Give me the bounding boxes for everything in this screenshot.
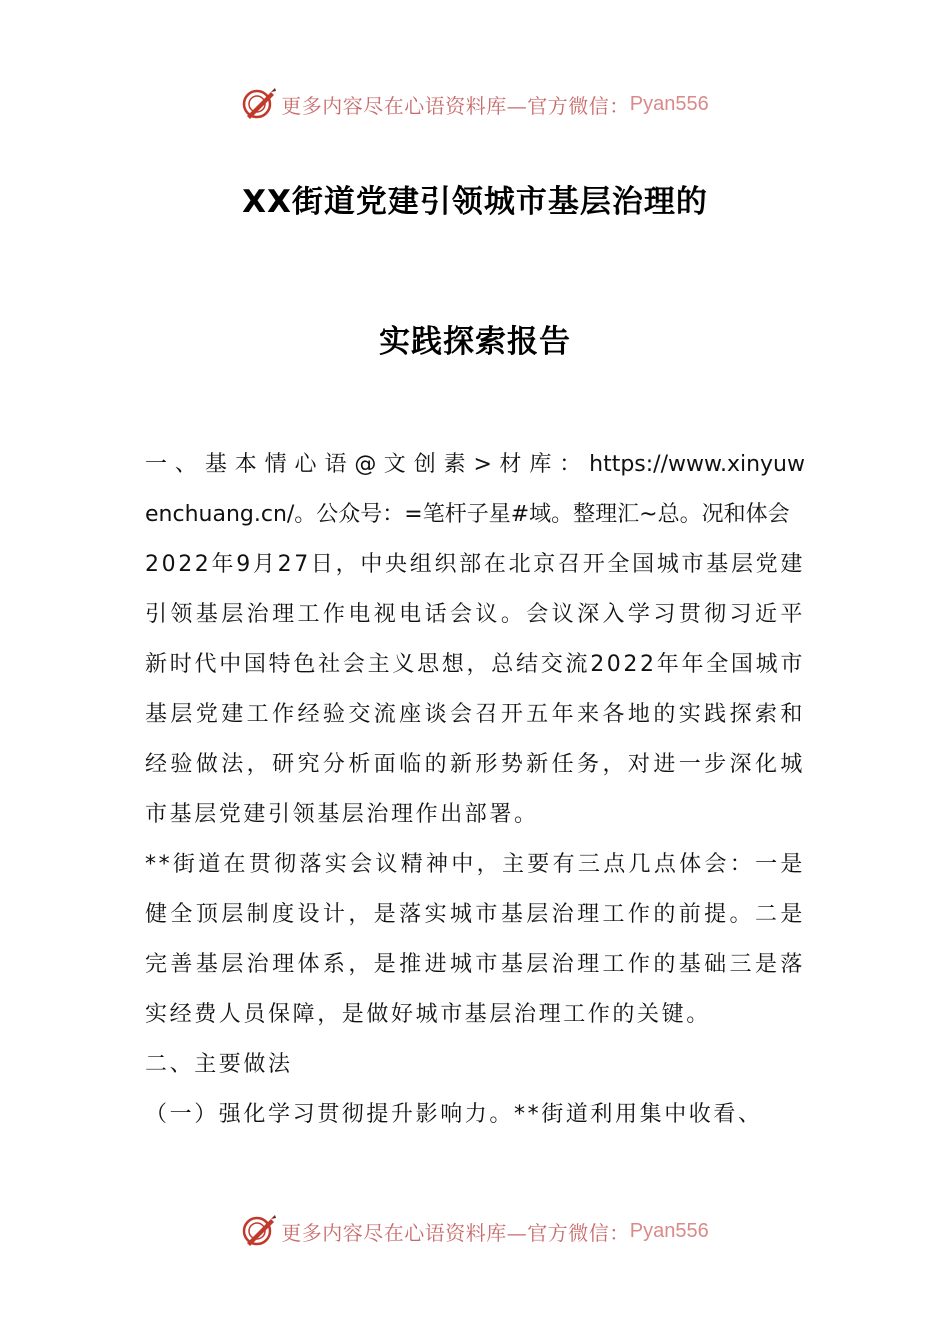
document-title-line2: 实践探索报告 [379,324,571,360]
paragraph-meeting: 2022年9月27日，中央组织部在北京召开全国城市基层党建引领基层治理工作电视电话会议。会议深入学习贯彻习近平新时代中国特色社会主义思想，总结交流2022年年全国城市基层党建工作经验交流座谈会召开五年来各地的实践探索和经验做法，研究分析面临的新形势新任务，对进一步深化城市基层党建引领基层治理作出部署。 [145,552,805,827]
pen-logo-icon [241,86,277,122]
document-title-line1: XX街道党建引领城市基层治理的 [242,184,708,220]
paragraph-insights: **街道在贯彻落实会议精神中，主要有三点几点体会：一是健全顶层制度设计，是落实城市基层治理工作的前提。二是完善基层治理体系，是推进城市基层治理工作的基础三是落实经费人员保障，是做好城市基层治理工作的关键。 [145,852,805,1027]
document-body [145,440,805,1140]
pen-logo-icon [241,1213,277,1249]
paragraph-practice-one: （一）强化学习贯彻提升影响力。**街道利用集中收看、 [145,1102,763,1127]
wechat-id: Pyan556 [629,92,709,115]
paragraph-section-one-heading: 一 、 基 本 情 心 语 @ 文 创 素 > 材 库 ： https://www.xinyuwenchuang.cn/。公众号：=笔杆子星#域。整理汇~总。况和体会 [145,452,805,527]
header-banner [0,84,950,124]
banner-text: 更多内容尽在心语资料库—官方微信： [281,1220,630,1245]
wechat-id: Pyan556 [629,1219,709,1242]
banner-text: 更多内容尽在心语资料库—官方微信： [281,93,630,118]
paragraph-section-two-heading: 二、主要做法 [145,1052,293,1077]
footer-banner [0,1211,950,1251]
